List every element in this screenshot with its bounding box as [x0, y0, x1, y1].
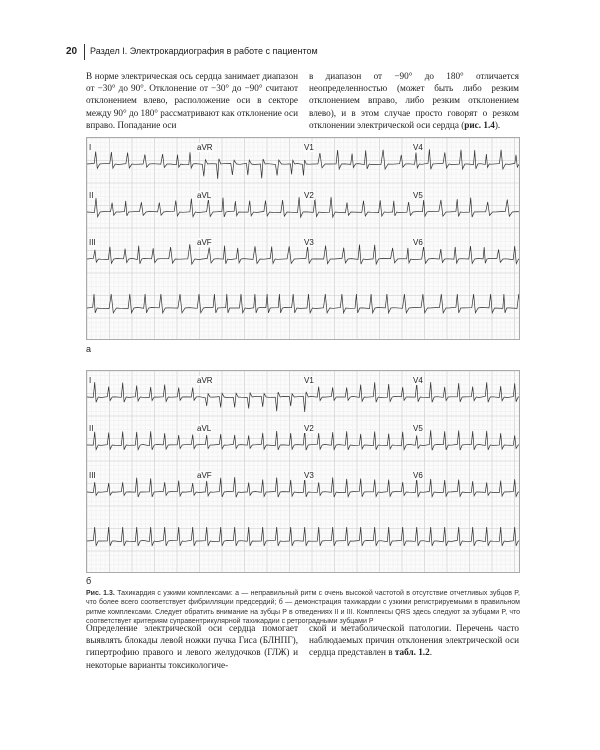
ecg-lead-trace — [87, 294, 520, 313]
running-header — [66, 44, 546, 62]
body-paragraph-bottom-left: Определение электрической оси сердца помогает выявлять блокады левой ножки пучка Гиса (БЛНПГ), гипертрофию правого и левого желудочков (ГЛЖ) и некоторые варианты токсикологиче- — [86, 623, 298, 670]
lead-label-II-a: II — [89, 191, 94, 200]
caption-label: Рис. 1.3. — [86, 590, 115, 597]
body-paragraph-top-right: в диапазон от −90° до 180° отличается неопределенностью (может быть либо резким отклонением вправо, либо резким отклонением влево), и в этом случае просто говорят о резком отклонении электрической оси сердца (рис. 1.4). — [309, 71, 519, 130]
lead-label-V5-b: V5 — [413, 424, 423, 433]
header-divider — [84, 44, 85, 60]
lead-label-aVF-a: aVF — [197, 238, 212, 247]
lead-label-V2-b: V2 — [304, 424, 314, 433]
lead-label-aVR-a: aVR — [197, 143, 213, 152]
ecg-lead-trace — [87, 430, 520, 450]
ecg-lead-trace — [87, 244, 520, 264]
page-number: 20 — [66, 46, 78, 57]
caption-text: Тахикардия с узкими комплексами: а — неправильный ритм с очень высокой частотой в отсутствие отчетливых зубцов P, что более всего соответствует фибрилляции предсердий; б — демонстрация тахикардии с узкими регистрируемыми в правильном ритме комплексами. Следует обратить внимание на зубцы P в отведениях II и III. Комплексы QRS здесь следуют за зубцами P, что соответствует критериям суправентрикулярной тахикардии с ретроградными зубцами P — [86, 590, 521, 626]
ecg-lead-trace — [87, 197, 520, 217]
ecg-lead-trace — [87, 149, 520, 179]
lead-label-III-b: III — [89, 471, 96, 480]
ecg-lead-trace — [87, 382, 520, 412]
lead-label-V1-b: V1 — [304, 376, 314, 385]
lead-label-V3-b: V3 — [304, 471, 314, 480]
lead-label-V2-a: V2 — [304, 191, 314, 200]
lead-label-V6-b: V6 — [413, 471, 423, 480]
figure-caption — [86, 589, 520, 627]
lead-label-III-a: III — [89, 238, 96, 247]
section-title: Раздел I. Электрокардиография в работе с пациентом — [90, 46, 318, 56]
lead-label-aVL-a: aVL — [197, 191, 212, 200]
lead-label-V1-a: V1 — [304, 143, 314, 152]
lead-label-V4-b: V4 — [413, 376, 423, 385]
lead-label-V3-a: V3 — [304, 238, 314, 247]
lead-label-V5-a: V5 — [413, 191, 423, 200]
panel-label-b: б — [86, 576, 92, 586]
table-reference: табл. 1.2 — [394, 647, 430, 658]
lead-label-aVL-b: aVL — [197, 424, 212, 433]
body-paragraph-top-left: В норме электрическая ось сердца занимает диапазон от −30° до 90°. Отклонение от −30° до −90° считают отклонением влево, расположение оси в секторе между 90° до 180° рассматривают как отклонение оси вправо. Попадание оси — [86, 71, 298, 130]
body-paragraph-bottom-right: ской и метаболической патологии. Перечень часто наблюдаемых причин отклонения электрической оси сердца представлен в табл. 1.2. — [309, 623, 519, 658]
lead-label-I-b: I — [89, 376, 92, 385]
lead-label-II-b: II — [89, 424, 94, 433]
ecg-lead-trace — [87, 477, 520, 497]
figure-reference: рис. 1.4 — [464, 119, 495, 130]
lead-label-aVF-b: aVF — [197, 471, 212, 480]
lead-label-V4-a: V4 — [413, 143, 423, 152]
lead-label-aVR-b: aVR — [197, 376, 213, 385]
lead-label-I-a: I — [89, 143, 92, 152]
ecg-lead-trace — [87, 527, 520, 546]
panel-label-a: а — [86, 344, 92, 354]
lead-label-V6-a: V6 — [413, 238, 423, 247]
